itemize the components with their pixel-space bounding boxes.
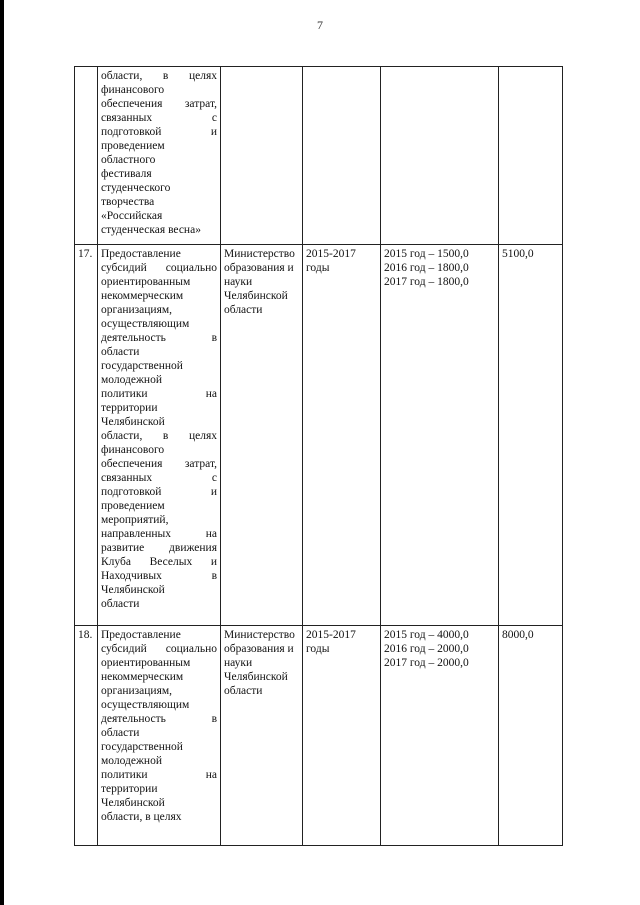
cell-line: молодежной — [101, 374, 162, 386]
cell-line: Челябинской — [101, 416, 165, 428]
cell-line: области, в целях — [101, 430, 217, 442]
cell-line: студенческого — [101, 182, 171, 194]
cell-line: деятельность в — [101, 332, 217, 344]
cell-line: области — [101, 346, 140, 358]
cell-line: области, в целях — [101, 811, 182, 823]
description-cell — [98, 626, 221, 846]
cell-line: связанных с — [101, 112, 217, 124]
cell-line: Челябинской — [101, 584, 165, 596]
executor-cell — [221, 626, 303, 846]
cell-line: 2015 год – 4000,0 — [384, 629, 469, 641]
cell-line: проведением — [101, 500, 165, 512]
cell-line: Клуба Веселых и — [101, 556, 217, 568]
program-table — [74, 66, 563, 846]
term-cell — [303, 67, 381, 245]
cell-line: области, в целях — [101, 70, 217, 82]
cell-line: «Российская — [101, 210, 163, 222]
cell-line: Челябинской — [101, 797, 165, 809]
cell-line: молодежной — [101, 755, 162, 767]
row-number-cell: 18. — [75, 626, 98, 846]
total-cell — [499, 67, 563, 245]
cell-line: деятельность в — [101, 713, 217, 725]
description-cell — [98, 245, 221, 626]
scan-edge — [0, 0, 4, 905]
cell-line: 2015 год – 1500,0 — [384, 248, 469, 260]
cell-line: фестиваля — [101, 168, 152, 180]
cell-line: науки — [224, 657, 253, 669]
cell-line: организациям, — [101, 304, 173, 316]
cell-line: подготовкой и — [101, 126, 217, 138]
cell-line: политики на — [101, 769, 217, 781]
cell-line: обеспечения затрат, — [101, 458, 217, 470]
executor-cell — [221, 245, 303, 626]
cell-line: 2015-2017 — [306, 629, 356, 641]
cell-line: Челябинской — [224, 671, 288, 683]
cell-line: политики на — [101, 388, 217, 400]
cell-line: осуществляющим — [101, 318, 190, 330]
cell-line: Челябинской — [224, 290, 288, 302]
cell-line: проведением — [101, 140, 165, 152]
cell-line: мероприятий, — [101, 514, 169, 526]
funding-cell — [381, 626, 499, 846]
cell-line: 2015-2017 — [306, 248, 356, 260]
executor-cell — [221, 67, 303, 245]
cell-line: Предоставление — [101, 629, 181, 641]
cell-line: студенческая весна» — [101, 224, 201, 236]
cell-line: области — [224, 304, 263, 316]
cell-line: субсидий социально — [101, 262, 217, 274]
cell-line: образования и — [224, 643, 294, 655]
term-cell — [303, 245, 381, 626]
cell-line: связанных с — [101, 472, 217, 484]
cell-line: науки — [224, 276, 253, 288]
total-cell: 8000,0 — [499, 626, 563, 846]
description-cell — [98, 67, 221, 245]
cell-line: Министерство — [224, 248, 295, 260]
cell-line: ориентированным — [101, 276, 191, 288]
cell-line: обеспечения затрат, — [101, 98, 217, 110]
cell-line: развитие движения — [101, 542, 217, 554]
cell-line: области — [224, 685, 263, 697]
term-cell — [303, 626, 381, 846]
cell-line: организациям, — [101, 685, 173, 697]
cell-line: осуществляющим — [101, 699, 190, 711]
cell-line: 2017 год – 2000,0 — [384, 657, 469, 669]
cell-line: Предоставление — [101, 248, 181, 260]
cell-line: территории — [101, 402, 158, 414]
cell-line: годы — [306, 262, 330, 274]
cell-line: государственной — [101, 360, 183, 372]
cell-line: областного — [101, 154, 156, 166]
cell-line: 2017 год – 1800,0 — [384, 276, 469, 288]
cell-line: области — [101, 598, 140, 610]
table-row — [75, 245, 563, 626]
cell-line: подготовкой и — [101, 486, 217, 498]
cell-line: субсидий социально — [101, 643, 217, 655]
cell-line: некоммерческим — [101, 290, 184, 302]
cell-line: творчества — [101, 196, 155, 208]
page-number: 7 — [317, 18, 323, 32]
cell-line: финансового — [101, 84, 165, 96]
funding-cell — [381, 245, 499, 626]
cell-line: направленных на — [101, 528, 217, 540]
cell-line: образования и — [224, 262, 294, 274]
cell-line: годы — [306, 643, 330, 655]
cell-line: государственной — [101, 741, 183, 753]
cell-line: Находчивых в — [101, 570, 217, 582]
funding-cell — [381, 67, 499, 245]
cell-line: финансового — [101, 444, 165, 456]
cell-line: ориентированным — [101, 657, 191, 669]
table-row — [75, 67, 563, 245]
cell-line: некоммерческим — [101, 671, 184, 683]
cell-line: 2016 год – 2000,0 — [384, 643, 469, 655]
total-cell: 5100,0 — [499, 245, 563, 626]
row-number-cell: 17. — [75, 245, 98, 626]
cell-line: Министерство — [224, 629, 295, 641]
cell-line: 2016 год – 1800,0 — [384, 262, 469, 274]
cell-line: области — [101, 727, 140, 739]
row-number-cell — [75, 67, 98, 245]
cell-line: территории — [101, 783, 158, 795]
table-row — [75, 626, 563, 846]
